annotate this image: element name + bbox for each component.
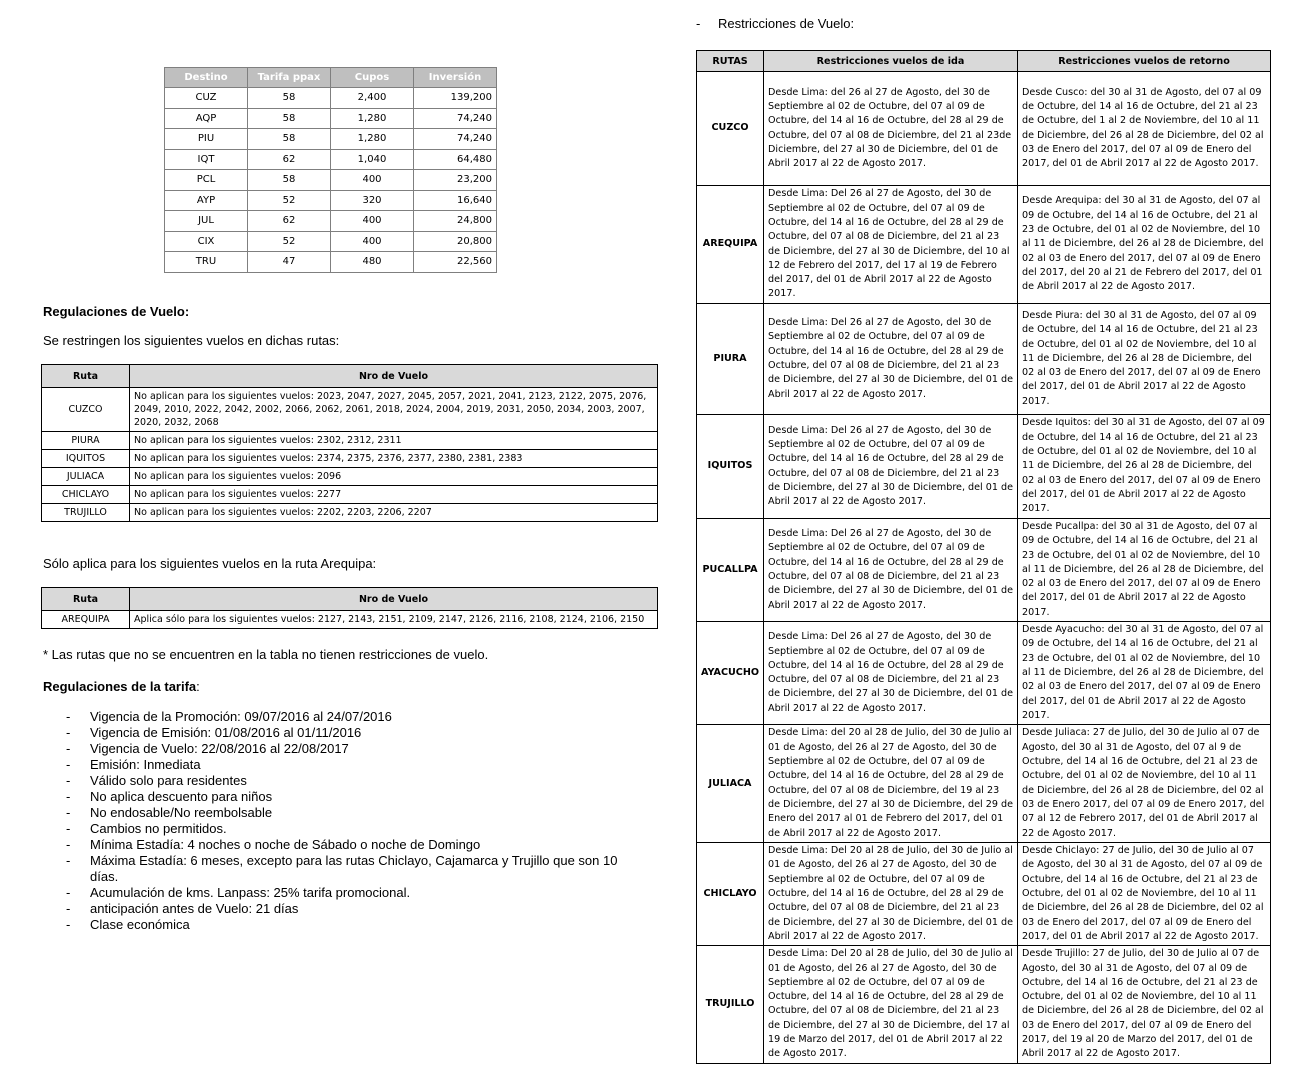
cell-cupos: 400 [331,231,414,252]
table-row [42,611,658,629]
cell-ida: Desde Lima: del 20 al 28 de Julio, del 30 de Julio al 01 de Agosto, del 26 al 27 de Agosto, del 30 de Septiembre al 02 de Octubre, del 07 al 09 de Octubre, del 14 al 16 de Octubre, del 28 al 29 de Octubre, del 07 al 08 de Diciembre, del 19 al 23 de Diciembre, del 27 al 30 de Diciembre, del 29 de Enero del 2017 al 01 de Febrero del 2017, del 01 de Abril 2017 al 22 de Agosto 2017. [764,725,1018,843]
bullet-dash: - [66,917,71,932]
cell-ruta: PIURA [697,304,764,415]
column-header-inversion: Inversión [414,68,497,88]
list-item [66,789,626,805]
list-item [66,773,626,789]
cell-inversion: 74,240 [414,129,497,150]
list-item-text: anticipación antes de Vuelo: 21 días [90,901,299,916]
arequipa-intro: Sólo aplica para los siguientes vuelos en la ruta Arequipa: [43,556,377,571]
list-item-text: Mínima Estadía: 4 noches o noche de Sábado o noche de Domingo [90,837,481,852]
bullet-dash: - [66,709,71,724]
bullet-dash: - [66,725,71,740]
cell-ruta: PIURA [42,432,130,450]
cell-inversion: 22,560 [414,252,497,273]
table-row [42,450,658,468]
table-row [165,252,497,273]
cell-ruta: AREQUIPA [42,611,130,629]
cell-retorno: Desde Chiclayo: 27 de Julio, del 30 de Julio al 07 de Agosto, del 30 al 31 de Agosto, del 07 al 09 de Octubre, del 14 al 16 de Octubre, del 21 al 23 de Octubre, del 01 al 02 de Noviembre, del 10 al 11 de Diciembre, del 26 al 28 de Diciembre, del 02 al 03 de Enero del 2017, del 07 al 09 de Enero del 2017, del 01 de Abril 2017 al 22 de Agosto 2017. [1018,843,1271,946]
flight-restrictions-title-line [696,16,854,31]
bullet-dash: - [66,837,71,852]
cell-destino: IQT [165,149,248,170]
fare-rules-heading: Regulaciones de la tarifa [43,679,197,694]
list-item-text: Válido solo para residentes [90,773,247,788]
column-header-destino: Destino [165,68,248,88]
cell-cupos: 1,280 [331,129,414,150]
list-item [66,805,626,821]
cell-ruta: PUCALLPA [697,519,764,622]
cell-ruta: CUZCO [42,388,130,432]
cell-inversion: 20,800 [414,231,497,252]
fare-table [164,67,497,273]
list-item-text: Máxima Estadía: 6 meses, excepto para las rutas Chiclayo, Cajamarca y Trujillo que son 10 días. [90,853,618,884]
footnote: * Las rutas que no se encuentren en la tabla no tienen restricciones de vuelo. [43,647,489,662]
table-row [42,504,658,522]
list-item-text: Emisión: Inmediata [90,757,201,772]
list-item [66,821,626,837]
list-item [66,741,626,757]
cell-destino: CIX [165,231,248,252]
list-item [66,853,626,885]
column-header-rutas: RUTAS [697,51,764,72]
cell-tarifa: 58 [248,108,331,129]
cell-cupos: 1,280 [331,108,414,129]
column-header-cupos: Cupos [331,68,414,88]
cell-destino: AYP [165,190,248,211]
list-item-text: Clase económica [90,917,190,932]
bullet-dash: - [66,901,71,916]
cell-nro-vuelo: No aplican para los siguientes vuelos: 2302, 2312, 2311 [130,432,658,450]
cell-ida: Desde Lima: Del 26 al 27 de Agosto, del 30 de Septiembre al 02 de Octubre, del 07 al 09 de Octubre, del 14 al 16 de Octubre, del 28 al 29 de Octubre, del 07 al 08 de Diciembre, del 21 al 23 de Diciembre, del 27 al 30 de Diciembre, del 01 de Abril 2017 al 22 de Agosto 2017. [764,622,1018,725]
list-item-text: No aplica descuento para niños [90,789,273,804]
cell-ida: Desde Lima: Del 20 al 28 de Julio, del 30 de Julio al 01 de Agosto, del 26 al 27 de Agosto, del 30 de Septiembre al 02 de Octubre, del 07 al 09 de Octubre, del 14 al 16 de Octubre, del 28 al 29 de Octubre, del 07 al 08 de Diciembre, del 21 al 23 de Diciembre, del 27 al 30 de Diciembre, del 17 al 19 de Marzo del 2017, del 01 de Abril 2017 al 22 de Agosto 2017. [764,946,1018,1063]
table-row [697,622,1271,725]
cell-retorno: Desde Juliaca: 27 de Julio, del 30 de Julio al 07 de Agosto, del 30 al 31 de Agosto, del 07 al 9 de Octubre, del 14 al 16 de Octubre, del 21 al 23 de Octubre, del 01 al 02 de Noviembre, del 10 al 11 de Diciembre, del 26 al 28 de Diciembre, del 02 al 03 de Enero 2017, del 07 al 09 de Enero 2017, del 07 al 12 de Febrero 2017, del 01 de Abril 2017 al 22 de Agosto 2017. [1018,725,1271,843]
column-header-retorno: Restricciones vuelos de retorno [1018,51,1271,72]
cell-retorno: Desde Cusco: del 30 al 31 de Agosto, del 07 al 09 de Octubre, del 14 al 16 de Octubre, del 21 al 23 de Octubre, del 1 al 2 de Noviembre, del 10 al 11 de Diciembre, del 26 al 28 de Diciembre, del 02 al 03 de Enero del 2017, del 07 al 09 de Enero del 2017, del 01 de Abril 2017 al 22 de Agosto 2017. [1018,72,1271,186]
table-row [697,519,1271,622]
cell-ida: Desde Lima: Del 26 al 27 de Agosto, del 30 de Septiembre al 02 de Octubre, del 07 al 09 de Octubre, del 14 al 16 de Octubre, del 28 al 29 de Octubre, del 07 al 08 de Diciembre, del 21 al 23 de Diciembre, del 27 al 30 de Diciembre, del 01 de Abril 2017 al 22 de Agosto 2017. [764,519,1018,622]
table-row [697,843,1271,946]
cell-nro-vuelo: No aplican para los siguientes vuelos: 2277 [130,486,658,504]
flight-regulations-heading: Regulaciones de Vuelo: [43,304,190,319]
cell-ruta: IQUITOS [42,450,130,468]
cell-ida: Desde Lima: Del 20 al 28 de Julio, del 30 de Julio al 01 de Agosto, del 26 al 27 de Agosto, del 30 de Septiembre al 02 de Octubre, del 07 al 09 de Octubre, del 14 al 16 de Octubre, del 28 al 29 de Octubre, del 07 al 08 de Diciembre, del 21 al 23 de Diciembre, del 27 al 30 de Diciembre, del 01 de Abril 2017 al 22 de Agosto 2017. [764,843,1018,946]
flight-regulations-intro: Se restringen los siguientes vuelos en dichas rutas: [43,333,340,348]
cell-tarifa: 52 [248,231,331,252]
column-header-nro-vuelo: Nro de Vuelo [130,588,658,611]
bullet-dash: - [66,789,71,804]
cell-cupos: 480 [331,252,414,273]
table-row [42,388,658,432]
list-item [66,917,626,933]
cell-tarifa: 58 [248,129,331,150]
column-header-ruta: Ruta [42,365,130,388]
cell-retorno: Desde Pucallpa: del 30 al 31 de Agosto, del 07 al 09 de Octubre, del 14 al 16 de Octubre, del 21 al 23 de Octubre, del 01 al 02 de Noviembre, del 10 al 11 de Diciembre, del 26 al 28 de Diciembre, del 02 al 03 de Enero del 2017, del 07 al 09 de Enero del 2017, del 01 de Abril 2017 al 22 de Agosto 2017. [1018,519,1271,622]
cell-retorno: Desde Iquitos: del 30 al 31 de Agosto, del 07 al 09 de Octubre, del 14 al 16 de Octubre, del 21 al 23 de Octubre, del 01 al 02 de Noviembre, del 10 al 11 de Diciembre, del 26 al 28 de Diciembre, del 02 al 03 de Enero del 2017, del 07 al 09 de Enero del 2017, del 01 de Abril 2017 al 22 de Agosto 2017. [1018,415,1271,519]
cell-inversion: 64,480 [414,149,497,170]
cell-ida: Desde Lima: Del 26 al 27 de Agosto, del 30 de Septiembre al 02 de Octubre, del 07 al 09 de Octubre, del 14 al 16 de Octubre, del 28 al 29 de Octubre, del 07 al 08 de Diciembre, del 21 al 23 de Diciembre, del 27 al 30 de Diciembre, del 01 de Abril 2017 al 22 de Agosto 2017. [764,304,1018,415]
flight-restrictions-table [696,50,1271,1064]
table-row [165,190,497,211]
list-item-text: Cambios no permitidos. [90,821,227,836]
bullet-dash: - [696,16,701,31]
fare-rules-heading-suffix: : [196,679,200,694]
cell-inversion: 139,200 [414,88,497,109]
cell-inversion: 16,640 [414,190,497,211]
cell-cupos: 2,400 [331,88,414,109]
list-item [66,901,626,917]
cell-ruta: JULIACA [697,725,764,843]
cell-nro-vuelo: No aplican para los siguientes vuelos: 2023, 2047, 2027, 2045, 2057, 2021, 2041, 2123, 2122, 2075, 2076, 2049, 2010, 2022, 2042, 2002, 2066, 2062, 2061, 2018, 2024, 2004, 2019, 2031, 2050, 2034, 2003, 2007, 2020, 2032, 2068 [130,388,658,432]
cell-ruta: TRUJILLO [697,946,764,1063]
table-row [697,186,1271,304]
table-row [42,468,658,486]
cell-inversion: 74,240 [414,108,497,129]
cell-nro-vuelo: No aplican para los siguientes vuelos: 2096 [130,468,658,486]
table-row [697,725,1271,843]
cell-retorno: Desde Arequipa: del 30 al 31 de Agosto, del 07 al 09 de Octubre, del 14 al 16 de Octubre, del 21 al 23 de Octubre, del 01 al 02 de Noviembre, del 10 al 11 de Diciembre, del 26 al 28 de Diciembre, del 02 al 03 de Enero del 2017, del 07 al 09 de Enero del 2017, del 20 al 21 de Febrero del 2017, del 01 de Abril 2017 al 22 de Agosto 2017. [1018,186,1271,304]
table-row [697,304,1271,415]
table-row [42,486,658,504]
table-row [697,72,1271,186]
cell-ida: Desde Lima: Del 26 al 27 de Agosto, del 30 de Septiembre al 02 de Octubre, del 07 al 09 de Octubre, del 14 al 16 de Octubre, del 28 al 29 de Octubre, del 07 al 08 de Diciembre, del 21 al 23 de Diciembre, del 27 al 30 de Diciembre, del 01 de Abril 2017 al 22 de Agosto 2017. [764,415,1018,519]
cell-destino: PIU [165,129,248,150]
cell-destino: CUZ [165,88,248,109]
cell-tarifa: 58 [248,88,331,109]
table-row [165,108,497,129]
cell-cupos: 400 [331,211,414,232]
column-header-tarifa: Tarifa ppax [248,68,331,88]
cell-ida: Desde Lima: del 26 al 27 de Agosto, del 30 de Septiembre al 02 de Octubre, del 07 al 09 de Octubre, del 14 al 16 de Octubre, del 28 al 29 de Octubre, del 07 al 08 de Diciembre, del 21 al 23de Diciembre, del 27 al 30 de Diciembre, del 01 de Abril 2017 al 22 de Agosto 2017. [764,72,1018,186]
cell-inversion: 24,800 [414,211,497,232]
table-header-row [42,588,658,611]
cell-tarifa: 62 [248,211,331,232]
table-row [165,170,497,191]
cell-destino: JUL [165,211,248,232]
cell-nro-vuelo: No aplican para los siguientes vuelos: 2202, 2203, 2206, 2207 [130,504,658,522]
cell-nro-vuelo: No aplican para los siguientes vuelos: 2374, 2375, 2376, 2377, 2380, 2381, 2383 [130,450,658,468]
column-header-ruta: Ruta [42,588,130,611]
cell-ruta: IQUITOS [697,415,764,519]
list-item-text: Vigencia de Vuelo: 22/08/2016 al 22/08/2017 [90,741,349,756]
list-item [66,837,626,853]
cell-tarifa: 47 [248,252,331,273]
column-header-ida: Restricciones vuelos de ida [764,51,1018,72]
bullet-dash: - [66,821,71,836]
table-header-row [697,51,1271,72]
cell-ruta: CUZCO [697,72,764,186]
bullet-dash: - [66,741,71,756]
table-row [42,432,658,450]
cell-destino: TRU [165,252,248,273]
fare-rules-list [66,709,626,933]
table-row [165,149,497,170]
cell-cupos: 1,040 [331,149,414,170]
cell-cupos: 320 [331,190,414,211]
list-item [66,725,626,741]
cell-destino: AQP [165,108,248,129]
list-item [66,709,626,725]
table-header-row [42,365,658,388]
list-item-text: Vigencia de Emisión: 01/08/2016 al 01/11/2016 [90,725,362,740]
bullet-dash: - [66,773,71,788]
arequipa-flights-table [41,587,658,629]
cell-ruta: AYACUCHO [697,622,764,725]
cell-ruta: TRUJILLO [42,504,130,522]
bullet-dash: - [66,885,71,900]
cell-retorno: Desde Piura: del 30 al 31 de Agosto, del 07 al 09 de Octubre, del 14 al 16 de Octubre, del 21 al 23 de Octubre, del 01 al 02 de Noviembre, del 10 al 11 de Diciembre, del 26 al 28 de Diciembre, del 02 al 03 de Enero del 2017, del 07 al 09 de Enero del 2017, del 01 de Abril 2017 al 22 de Agosto 2017. [1018,304,1271,415]
bullet-dash: - [66,757,71,772]
cell-ruta: JULIACA [42,468,130,486]
cell-tarifa: 58 [248,170,331,191]
list-item [66,757,626,773]
cell-ruta: CHICLAYO [42,486,130,504]
table-row [165,88,497,109]
table-row [165,129,497,150]
list-item-text: Vigencia de la Promoción: 09/07/2016 al 24/07/2016 [90,709,392,724]
cell-ruta: CHICLAYO [697,843,764,946]
table-row [165,231,497,252]
list-item-text: Acumulación de kms. Lanpass: 25% tarifa promocional. [90,885,411,900]
cell-cupos: 400 [331,170,414,191]
fare-rules-heading-line [43,679,200,694]
cell-ida: Desde Lima: Del 26 al 27 de Agosto, del 30 de Septiembre al 02 de Octubre, del 07 al 09 de Octubre, del 14 al 16 de Octubre, del 28 al 29 de Octubre, del 07 al 08 de Diciembre, del 21 al 23 de Diciembre, del 27 al 30 de Diciembre, del 10 al 12 de Febrero del 2017, del 17 al 19 de Febrero del 2017, del 01 de Abril 2017 al 22 de Agosto 2017. [764,186,1018,304]
fare-table-header-row [165,68,497,88]
table-row [697,946,1271,1063]
bullet-dash: - [66,853,71,868]
cell-retorno: Desde Trujillo: 27 de Julio, del 30 de Julio al 07 de Agosto, del 30 al 31 de Agosto, del 07 al 09 de Octubre, del 14 al 16 de Octubre, del 21 al 23 de Octubre, del 01 al 02 de Noviembre, del 10 al 11 de Diciembre, del 26 al 28 de Diciembre, del 02 al 03 de Enero del 2017, del 07 al 09 de Enero del 2017, del 19 al 20 de Marzo del 2017, del 01 de Abril 2017 al 22 de Agosto 2017. [1018,946,1271,1063]
cell-nro-vuelo: Aplica sólo para los siguientes vuelos: 2127, 2143, 2151, 2109, 2147, 2126, 2116, 2108, 2124, 2106, 2150 [130,611,658,629]
flight-restricted-table [41,364,658,522]
bullet-dash: - [66,805,71,820]
cell-retorno: Desde Ayacucho: del 30 al 31 de Agosto, del 07 al 09 de Octubre, del 14 al 16 de Octubre, del 21 al 23 de Octubre, del 01 al 02 de Noviembre, del 10 al 11 de Diciembre, del 26 al 28 de Diciembre, del 02 al 03 de Enero del 2017, del 07 al 09 de Enero del 2017, del 01 de Abril 2017 al 22 de Agosto 2017. [1018,622,1271,725]
flight-restrictions-title: Restricciones de Vuelo: [718,16,855,31]
cell-destino: PCL [165,170,248,191]
cell-tarifa: 52 [248,190,331,211]
table-row [165,211,497,232]
cell-tarifa: 62 [248,149,331,170]
list-item-text: No endosable/No reembolsable [90,805,273,820]
cell-ruta: AREQUIPA [697,186,764,304]
column-header-nro-vuelo: Nro de Vuelo [130,365,658,388]
cell-inversion: 23,200 [414,170,497,191]
list-item [66,885,626,901]
table-row [697,415,1271,519]
